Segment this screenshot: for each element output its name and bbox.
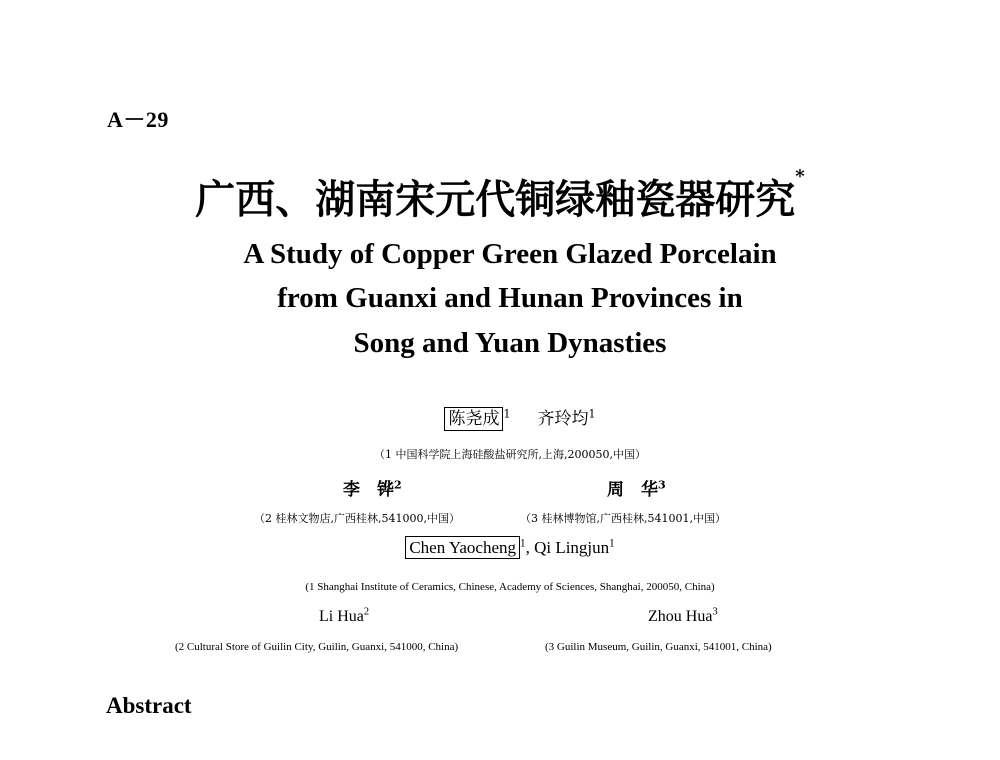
author-affiliation-mark: 2 [363, 606, 370, 618]
title-footnote-mark: * [795, 166, 805, 187]
author-name: 李 铧 [343, 480, 394, 500]
author-affiliation-mark: 1 [609, 537, 615, 550]
author-name: Qi Lingjun [534, 538, 610, 557]
chinese-author-li [343, 475, 402, 500]
author-name-boxed: 陈尧成 [444, 407, 503, 431]
chinese-title [0, 168, 1000, 225]
english-title-line-2: from Guanxi and Hunan Provinces in [277, 282, 743, 314]
paper-code: A－29 [107, 107, 169, 132]
english-affiliation-1: (1 Shanghai Institute of Ceramics, Chinese, Academy of Sciences, Shanghai, 200050, China) [305, 581, 715, 593]
author-affiliation-mark: 3 [712, 606, 718, 618]
chinese-title-text: 广西、湖南宋元代铜绿釉瓷器研究 [195, 176, 796, 223]
english-title-line-3: Song and Yuan Dynasties [353, 327, 667, 359]
author-affiliation-mark: 3 [658, 478, 666, 492]
abstract-heading: Abstract [106, 693, 192, 718]
author-name: 周 华 [607, 480, 658, 500]
author-affiliation-mark: 1 [503, 407, 511, 421]
author-name: 齐玲均 [537, 409, 589, 429]
english-title-line-1: A Study of Copper Green Glazed Porcelain [243, 238, 777, 270]
author-affiliation-mark: 2 [394, 478, 402, 492]
english-authors-line: Chen Yaocheng $^1$, Qi Lingjun$^1$ [10, 538, 1000, 558]
chinese-authors-line [20, 404, 1000, 429]
author-name: Zhou Hua [648, 608, 713, 625]
chinese-affiliation-2: （2 桂林文物店,广西桂林,541000,中国） [254, 512, 460, 525]
chinese-affiliation-3: （3 桂林博物馆,广西桂林,541001,中国） [520, 512, 726, 525]
author-affiliation-mark: 1 [588, 407, 596, 421]
author-affiliation-mark: 1 [520, 537, 526, 550]
chinese-author-zhou [607, 475, 666, 500]
english-affiliation-3: (3 Guilin Museum, Guilin, Guanxi, 541001, China) [545, 641, 772, 653]
english-author-zhou [648, 608, 718, 626]
author-name: Li Hua [319, 608, 364, 625]
author-name-boxed: Chen Yaocheng [405, 536, 520, 559]
english-affiliation-2: (2 Cultural Store of Guilin City, Guilin, Guanxi, 541000, China) [175, 641, 459, 653]
english-author-li [319, 608, 369, 626]
chinese-affiliation-1: （1 中国科学院上海硅酸盐研究所,上海,200050,中国） [374, 448, 646, 461]
